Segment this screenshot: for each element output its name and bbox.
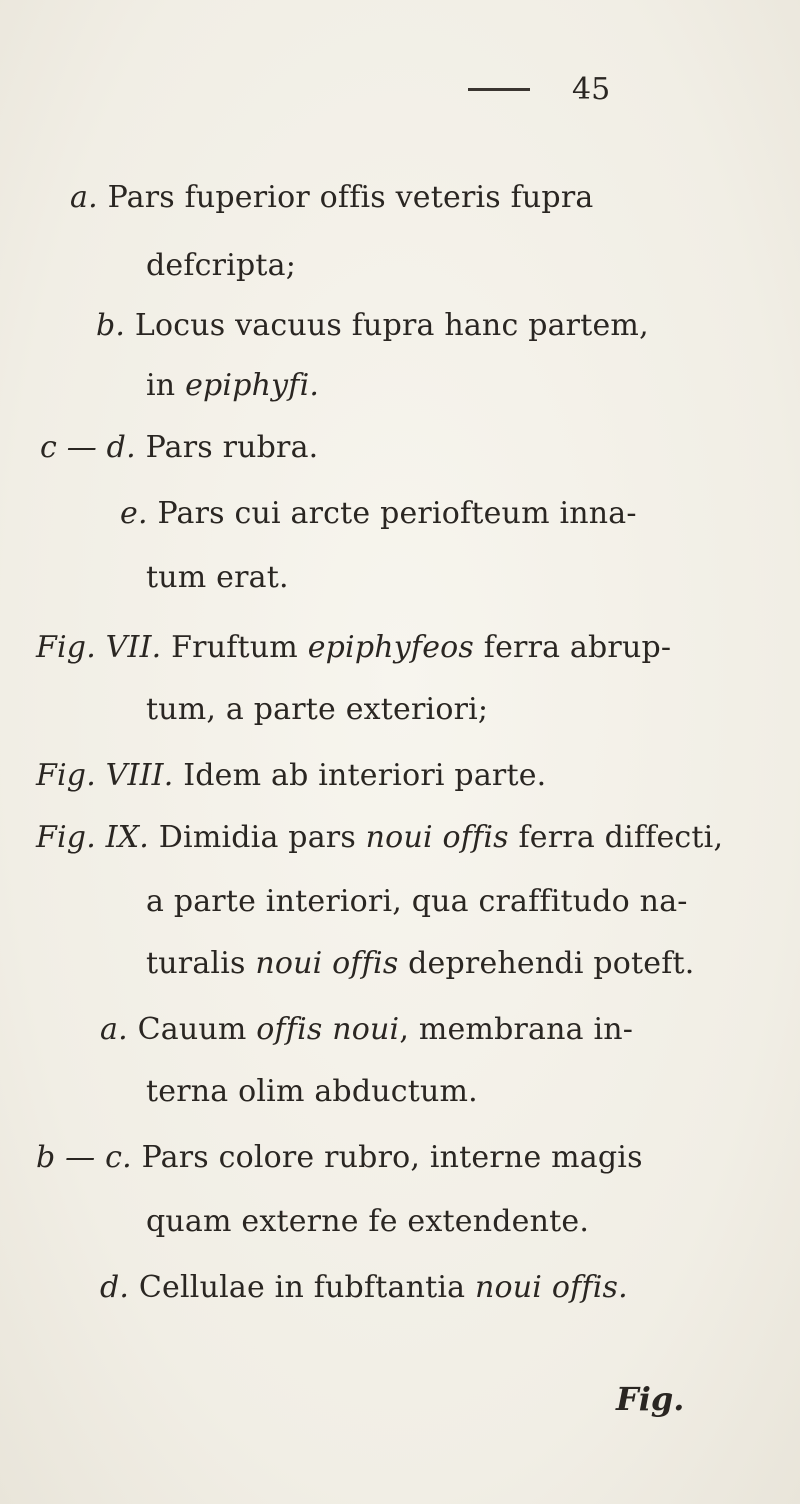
entry-label: e. [120, 496, 148, 531]
fig-ix-line-2: a parte interiori, qua craffitudo na- [146, 884, 688, 919]
fig-viii-line-1: Fig. VIII. Idem ab interiori parte. [36, 758, 547, 793]
fig-ix-b-c-line-1: b — c. Pars colore rubro, interne magis [36, 1140, 643, 1175]
entry-label: d. [100, 1270, 130, 1305]
entry-c-d-line-1: c — d. Pars rubra. [40, 430, 319, 465]
entry-b-line-2: in epiphyfi. [146, 368, 320, 403]
fig-ix-a-line-2: terna olim abductum. [146, 1074, 478, 1109]
fig-ix-b-c-line-2: quam externe fe extendente. [146, 1204, 590, 1239]
entry-e-line-1: e. Pars cui arcte periofteum inna- [120, 496, 637, 531]
fig-vii-line-2: tum, a parte exteriori; [146, 692, 489, 727]
entry-a-line-2: defcripta; [146, 248, 297, 283]
fig-ix-a-line-1: a. Cauum offis noui, membrana in- [100, 1012, 634, 1047]
entry-label: Fig. VII. [36, 630, 162, 665]
fig-vii-line-1: Fig. VII. Fruftum epiphyfeos ferra abrup- [36, 630, 672, 665]
entry-label: a. [100, 1012, 128, 1047]
entry-b-line-1: b. Locus vacuus fupra hanc partem, [96, 308, 649, 343]
entry-label: a. [70, 180, 98, 215]
fig-ix-line-3: turalis noui offis deprehendi poteft. [146, 946, 695, 981]
entry-a-line-1: a. Pars fuperior offis veteris fupra [70, 180, 594, 215]
page-number: 45 [572, 72, 611, 107]
entry-label: Fig. IX. [36, 820, 150, 855]
fig-ix-line-1: Fig. IX. Dimidia pars noui offis ferra diffecti, [36, 820, 724, 855]
entry-label: c — d. [40, 430, 136, 465]
entry-label: Fig. VIII. [36, 758, 174, 793]
catchword: Fig. [616, 1380, 685, 1418]
entry-label: b — c. [36, 1140, 132, 1175]
fig-ix-d-line-1: d. Cellulae in fubftantia noui offis. [100, 1270, 628, 1305]
header-rule [468, 88, 530, 91]
entry-e-line-2: tum erat. [146, 560, 289, 595]
entry-label: b. [96, 308, 126, 343]
